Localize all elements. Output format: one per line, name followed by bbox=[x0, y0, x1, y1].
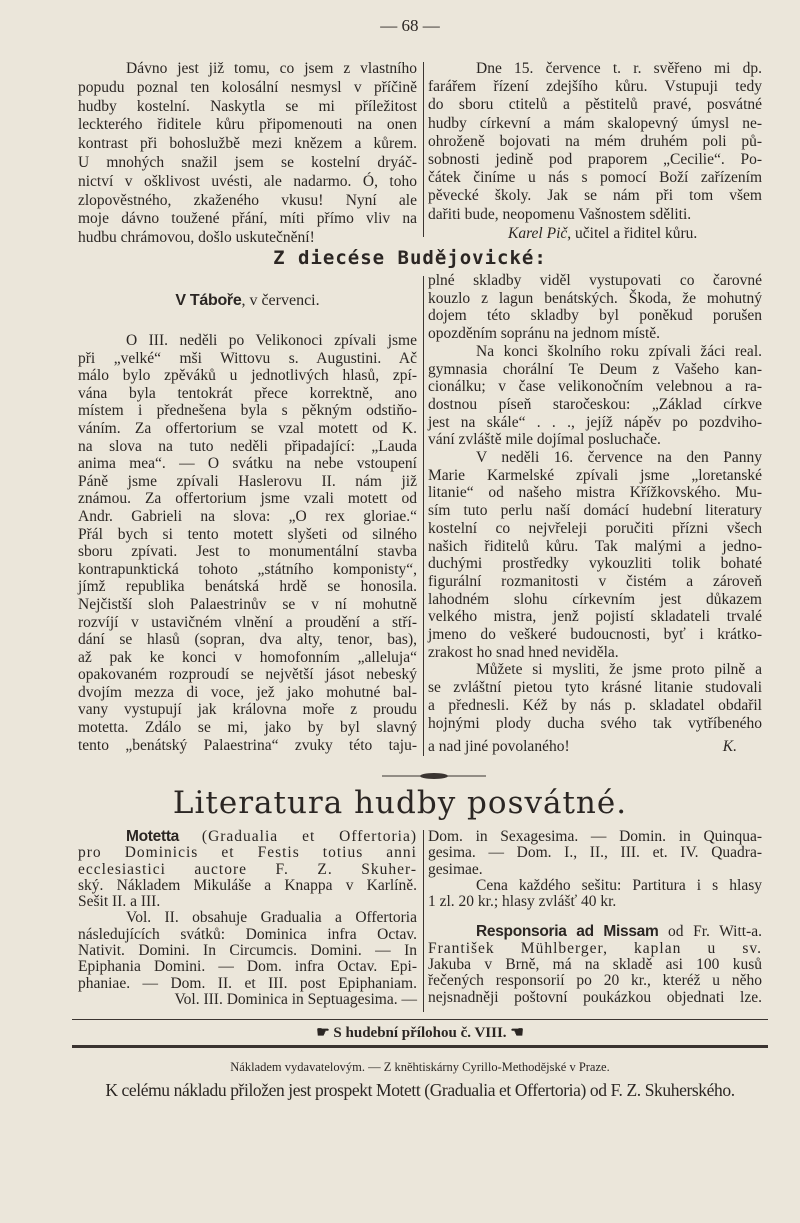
text-line: hudbu chrámovou, došlo uskutečnění! bbox=[78, 229, 315, 247]
ornament-divider bbox=[382, 768, 486, 778]
pointing-hand-right-icon: ☛ bbox=[316, 1025, 330, 1041]
report-right-column bbox=[428, 272, 762, 732]
text-line: do sboru ctitelů a pěstitelů pravé, posvátné bbox=[428, 96, 762, 114]
text-line: nictví v ošklivost uvésti, ale nadarmo. Ó, toho bbox=[78, 172, 417, 190]
signature-title: , učitel a řiditel kůru. bbox=[567, 225, 698, 242]
text-line: anima mea“. — O svátku na nebe vstoupení bbox=[78, 455, 417, 473]
text-line: vání zvláště mile dojímal posluchače. bbox=[428, 431, 661, 449]
motetta-title: Motetta bbox=[126, 828, 180, 845]
text-line: následujících svátků: Dominica infra Octav. bbox=[78, 925, 417, 943]
text-line: O III. neděli po Velikonoci zpívali jsme bbox=[126, 332, 417, 349]
text-line: váním. Za offertorium se vzal motett od K. bbox=[78, 419, 417, 437]
text-line: Dávno jest již tomu, co jsem z vlastního bbox=[126, 60, 417, 77]
text-line: kontrapunktická tohoto „státního komponisty“, bbox=[78, 560, 417, 578]
text-line: rozvíjí v ustavičném vlnění a proudění a stří- bbox=[78, 613, 417, 631]
responsoria-first-line bbox=[428, 924, 762, 940]
text-line: a přednesli. Kéž by nás p. skladatel obdařil bbox=[428, 696, 762, 714]
text-line: sím tuto perlu naší domácí hudební literatury bbox=[428, 502, 762, 520]
text-line: našich řiditelů kůru. Tak malými a jedno- bbox=[428, 537, 762, 555]
report-closing bbox=[428, 738, 762, 756]
text-line: kontrast při bohoslužbě mezi knězem a kůrem. bbox=[78, 135, 417, 153]
text-line: na slova na tuto neděli připadající: „Lauda bbox=[78, 437, 417, 455]
text-line: dostnou píseň staročeskou: „Základ církve bbox=[428, 395, 762, 413]
text-line: jest na skále“ . . ., jejíž nápěv po pozdviho- bbox=[428, 413, 762, 431]
text-line: pěvecké školy. Jak se nám při tom všem bbox=[428, 187, 762, 205]
text-line: kostelní co nejvřeleji poručiti přízni všech bbox=[428, 519, 762, 537]
report-date: , v červenci. bbox=[241, 292, 320, 309]
text-line: motetta. Zdálo se mi, jako by byl slavný bbox=[78, 719, 417, 737]
text-line: hudby kostelní. Naskytla se mi příležitost bbox=[78, 97, 417, 115]
text-line: velkého mistra, jenž pojistí skladateli trvalé bbox=[428, 608, 762, 626]
text-line: sboru zpívati. Jest to monumentální stavba bbox=[78, 543, 417, 561]
text-line: Páně jsme zpívali Haslerovu II. nám již bbox=[78, 472, 417, 490]
supplement-text: S hudební přílohou č. VIII. bbox=[333, 1025, 507, 1041]
text-line: farářem řízení zdejšího kůru. Vstupuji tedy bbox=[428, 78, 762, 96]
text-line: (Gradualia et Offertoria) bbox=[201, 828, 417, 845]
closing-line: a nad jiné povolaného! bbox=[428, 738, 570, 755]
closing-signature: K. bbox=[722, 738, 737, 755]
signature-name: Karel Pič bbox=[508, 225, 568, 242]
motetta-left bbox=[78, 829, 417, 1008]
text-line: Vol. II. obsahuje Gradualia a Offertoria bbox=[126, 909, 417, 927]
text-line: Nejčistší sloh Palaestrinův se v ní mohutně bbox=[78, 595, 417, 613]
footer-rule bbox=[72, 1019, 768, 1020]
text-line: čátek činíme u nás s pomocí Boží zařízením bbox=[428, 169, 762, 187]
text-line: 1 zl. 20 kr.; hlasy zvlášť 40 kr. bbox=[428, 893, 617, 911]
text-line: Jakuba v Brně, má na skladě asi 100 kusů bbox=[428, 956, 762, 974]
text-line: Můžete si mysliti, že jsme proto pilně a bbox=[476, 661, 762, 679]
publisher-line: Nákladem vydavatelovým. — Z knĕhtiskárny Cyrillo-Methodějské v Praze. bbox=[230, 1060, 610, 1074]
column-divider bbox=[423, 276, 424, 756]
text-line: pro Dominicis et Festis totius anni bbox=[78, 844, 417, 862]
text-line: se zvláštní pietou tyto krásné litanie studovali bbox=[428, 679, 762, 697]
text-line: Sešit II. a III. bbox=[78, 893, 161, 911]
text-line: řečených responsorií po 20 kr., kteréž u něho bbox=[428, 972, 762, 990]
text-line: Dom. in Sexagesima. — Domin. in Quinqua- bbox=[428, 828, 762, 845]
text-line: málo bylo zpěváků u jednotlivých hlasů, zpí- bbox=[78, 367, 417, 385]
text-line: při „velké“ mši Wittovu s. Augustini. Ač bbox=[78, 349, 417, 367]
text-line: cionálku; v čase velikonočním velebnou a ra- bbox=[428, 378, 762, 396]
text-line: sobnosti jedině pod praporem „Cecilie“. Po- bbox=[428, 151, 762, 169]
column-divider bbox=[423, 830, 424, 1012]
text-line: Dne 15. července t. r. svěřeno mi dp. bbox=[476, 60, 762, 77]
text-line: opozděním sopránu na jednom místě. bbox=[428, 325, 661, 343]
text-line: litanie“ od našeho mistra Křížkovského. Mu- bbox=[428, 484, 762, 502]
text-line: dařiti bude, neopomenu Vašnostem sděliti. bbox=[428, 205, 692, 223]
text-line: phaniae. — Dom. II. et III. post Epiphaniam. bbox=[78, 974, 417, 992]
prospect-line: K celému nákladu přiložen jest prospekt Motett (Gradualia et Offertoria) od F. Z. Skuherského. bbox=[105, 1080, 735, 1100]
text-line: V neděli 16. července na den Panny bbox=[476, 449, 762, 467]
report-left-column bbox=[78, 332, 417, 754]
text-line: dojem této skladby byl poněkud porušen bbox=[428, 307, 762, 325]
text-line: jmeno do veškeré budoucnosti, byť i krátko- bbox=[428, 626, 762, 644]
text-line: nejsnadněji poštovní poukázkou objednati lze. bbox=[428, 988, 762, 1006]
text-line: lahodném slohu církevním jest důkazem bbox=[428, 590, 762, 608]
text-line: zlopověstného, zkaženého vkusu! Nyní ale bbox=[78, 191, 417, 209]
text-line: Epiphania Domini. — Dom. infra Octav. Epi- bbox=[78, 958, 417, 976]
supplement-notice bbox=[72, 1023, 768, 1042]
text-line: plné skladby viděl vystupovati co čarovné bbox=[428, 272, 762, 289]
text-line: Marie Karmelské zpívali jsme „loretanské bbox=[428, 466, 762, 484]
report-heading bbox=[78, 292, 417, 310]
top-left-column bbox=[78, 60, 417, 248]
text-line: zrakost ho snad hned neviděla. bbox=[428, 643, 619, 661]
text-line: tento „benátský Palaestrina“ zvuky této taju- bbox=[78, 736, 417, 754]
text-line: ohroženě bojovati na mém druhém poli pů- bbox=[428, 132, 762, 150]
section-heading: Z diecése Budějovické: bbox=[273, 247, 547, 269]
text-line: Přál bych si tento motett slyšeti od silného bbox=[78, 525, 417, 543]
page-number: — 68 — bbox=[380, 16, 440, 35]
text-line: kouzlo z lagun benátských. Škoda, že mohutný bbox=[428, 289, 762, 307]
column-divider bbox=[423, 62, 424, 237]
text-line: dvojím mezza di voce, jež jako mohutné bal- bbox=[78, 683, 417, 701]
signature bbox=[508, 225, 697, 243]
text-line: figurální rozmanitosti v čistém a zároveň bbox=[428, 572, 762, 590]
report-place: V Táboře bbox=[175, 292, 242, 309]
text-line: hudby církevní a mám skalopevný úmysl ne- bbox=[428, 114, 762, 132]
text-line: Nativit. Domini. In Circumcis. Domini. — In bbox=[78, 942, 417, 960]
text-line: Vol. III. Dominica in Septuagesima. — bbox=[174, 990, 417, 1008]
responsoria-title: Responsoria ad Missam bbox=[476, 923, 659, 941]
text-line: jímž republika benátská hrdě se honosila. bbox=[78, 578, 417, 596]
text-line: hojnými plody ducha svého tak vytříbeného bbox=[428, 714, 762, 732]
motetta-right bbox=[428, 829, 762, 1006]
text-line: místem i přednešena byla s pěkným odstiňo- bbox=[78, 402, 417, 420]
text-line: ecclesiastici auctore F. Z. Skuher- bbox=[78, 860, 417, 878]
text-line: gymnasia chorální Te Deum z Vašeho kan- bbox=[428, 360, 762, 378]
text-line: František Mühlberger, kaplan u sv. bbox=[428, 939, 762, 957]
text-line: gesima. — Dom. I., II., III. et. IV. Quadra- bbox=[428, 844, 762, 862]
text-line: duchými prostředky vykouzliti tolik bohaté bbox=[428, 555, 762, 573]
text-line: U mnohých snažil jsem se kostelní dryáč- bbox=[78, 153, 417, 171]
top-right-column bbox=[428, 60, 762, 224]
text-line: Cena každého sešitu: Partitura i s hlasy bbox=[476, 876, 762, 894]
text-line: moje dávno toužené přání, míti přímo vliv na bbox=[78, 210, 417, 228]
literature-heading: Literatura hudby posvátné. bbox=[172, 785, 628, 821]
pointing-hand-left-icon: ☚ bbox=[510, 1025, 524, 1041]
text-line: od Fr. Witt-a. bbox=[658, 923, 762, 941]
text-line: opakovaném rozproudí se největší jásot nebeský bbox=[78, 666, 417, 684]
text-line: Andr. Gabrieli na slova: „O rex gloriae.“ bbox=[78, 507, 417, 525]
text-line: ský. Nákladem Mikuláše a Knappa v Karlíně. bbox=[78, 876, 417, 894]
text-line: vany vystupují jak královna moře z proudu bbox=[78, 701, 417, 719]
text-line: leckterého řiditele kůru připomenouti na onen bbox=[78, 116, 417, 134]
text-line: Na konci školního roku zpívali žáci real. bbox=[476, 342, 762, 360]
text-line: popudu poznal ten kolosální nesmysl v příčině bbox=[78, 78, 417, 96]
text-line: gesimae. bbox=[428, 860, 483, 878]
text-line: dání se hlasů (sopran, dva alty, tenor, bas), bbox=[78, 631, 417, 649]
text-line: známou. Za offertorium jsme vzali motett od bbox=[78, 490, 417, 508]
footer-thick-rule bbox=[72, 1045, 768, 1048]
text-line: vána byla tentokrát přece korrektně, ano bbox=[78, 384, 417, 402]
text-line: až pak ke konci v homofonním „alleluja“ bbox=[78, 648, 417, 666]
motetta-first-line bbox=[78, 829, 417, 845]
